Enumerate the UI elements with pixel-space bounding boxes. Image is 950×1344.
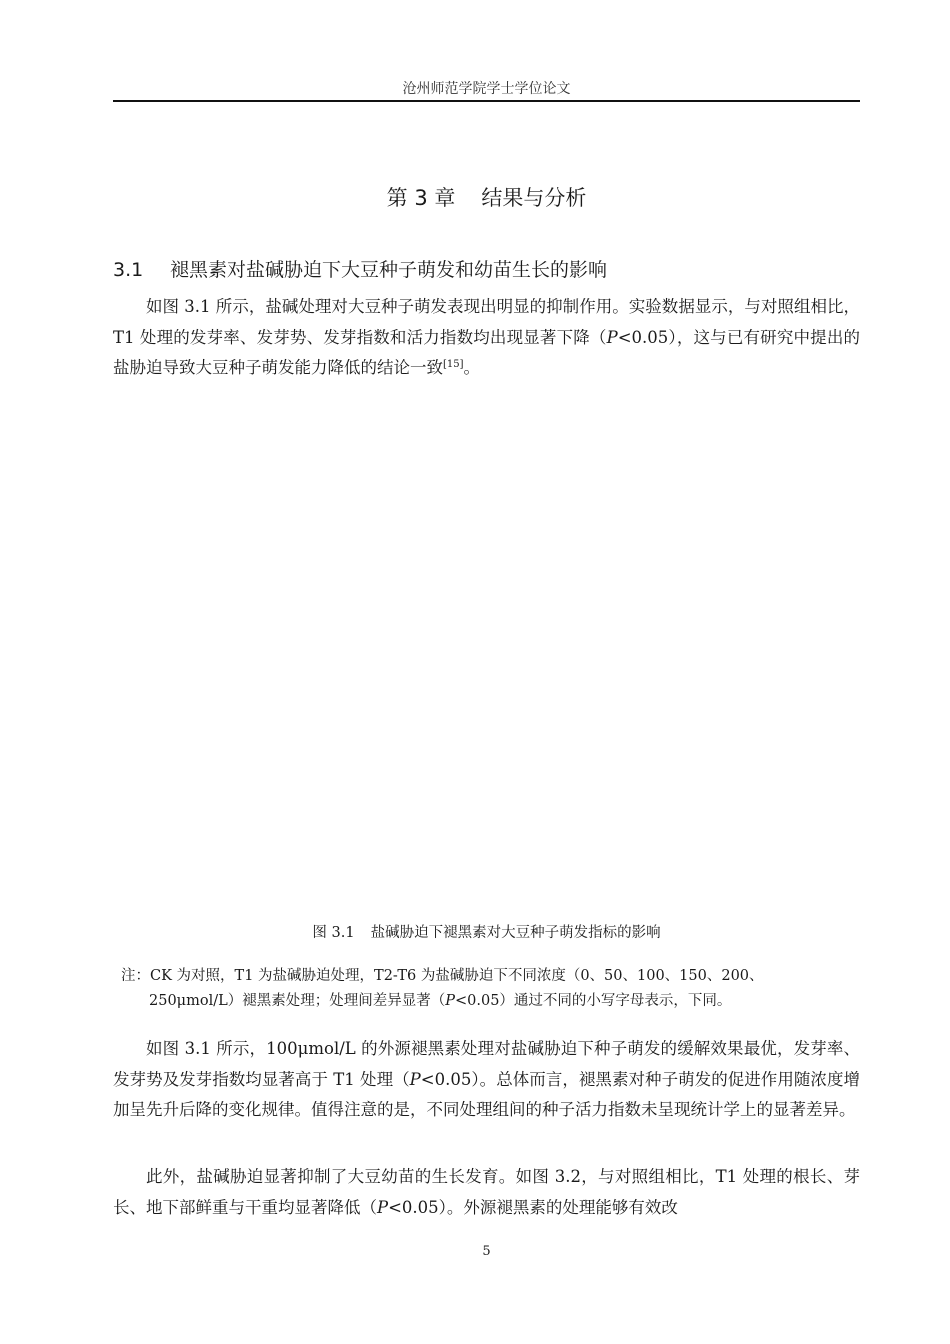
figure-title: 盐碱胁迫下褪黑素对大豆种子萌发指标的影响 (370, 925, 661, 941)
paragraph-text: <0.05）。外源褪黑素的处理能够有效改 (388, 1197, 678, 1217)
page-number: 5 (482, 1244, 491, 1259)
note-text: <0.05）通过不同的小写字母表示，下同。 (455, 993, 732, 1009)
note-line-2 (121, 989, 860, 1014)
section-title: 褪黑素对盐碱胁迫下大豆种子萌发和幼苗生长的影响 (170, 259, 608, 281)
note-text: 250μmol/L）褪黑素处理；处理间差异显著（ (149, 993, 446, 1009)
body-paragraph-1 (113, 292, 860, 384)
figure-placeholder (113, 395, 860, 905)
paragraph-text: 此外，盐碱胁迫显著抑制了大豆幼苗的生长发育。如图 3.2，与对照组相比，T1 处理的根长、芽长、地下部鲜重与干重均显著降低（ (113, 1167, 860, 1217)
figure-caption (113, 921, 860, 942)
chapter-number: 第 3 章 (386, 186, 456, 210)
figure-note (113, 964, 860, 1014)
citation-ref: [15] (443, 359, 464, 370)
chapter-title: 结果与分析 (481, 186, 587, 210)
paragraph-text: <0.05），这与已有研究中提出的盐胁迫导致大豆种子萌发能力降低的结论一致 (113, 327, 860, 377)
paragraph-text: 。 (463, 358, 481, 377)
body-paragraph-3 (113, 1162, 860, 1223)
running-header: 沧州师范学院学士学位论文 (402, 81, 571, 97)
paragraph-text: 如图 3.1 所示，盐碱处理对大豆种子萌发表现出明显的抑制作用。实验数据显示，与对照组相比，T1 处理的发芽率、发芽势、发芽指数和活力指数均出现显著下降（ (113, 297, 860, 347)
paragraph-text: 如图 3.1 所示，100μmol/L 的外源褪黑素处理对盐碱胁迫下种子萌发的缓解效果最优，发芽率、发芽势及发芽指数均显著高于 T1 处理（ (113, 1039, 860, 1089)
section-heading (113, 255, 607, 282)
p-value-symbol: P (445, 993, 455, 1009)
note-line-1: 注：CK 为对照，T1 为盐碱胁迫处理，T2-T6 为盐碱胁迫下不同浓度（0、50、100、150、200、 (121, 968, 764, 984)
paragraph-text: <0.05）。总体而言，褪黑素对种子萌发的促进作用随浓度增加呈先升后降的变化规律。值得注意的是，不同处理组间的种子活力指数未呈现统计学上的显著差异。 (113, 1069, 860, 1119)
header-rule (113, 100, 860, 102)
figure-number: 图 3.1 (312, 925, 355, 941)
p-value-symbol: P (606, 327, 618, 347)
chapter-heading (113, 182, 860, 212)
body-paragraph-2 (113, 1034, 860, 1126)
p-value-symbol: P (377, 1197, 389, 1217)
p-value-symbol: P (409, 1069, 421, 1089)
section-number: 3.1 (113, 259, 144, 281)
